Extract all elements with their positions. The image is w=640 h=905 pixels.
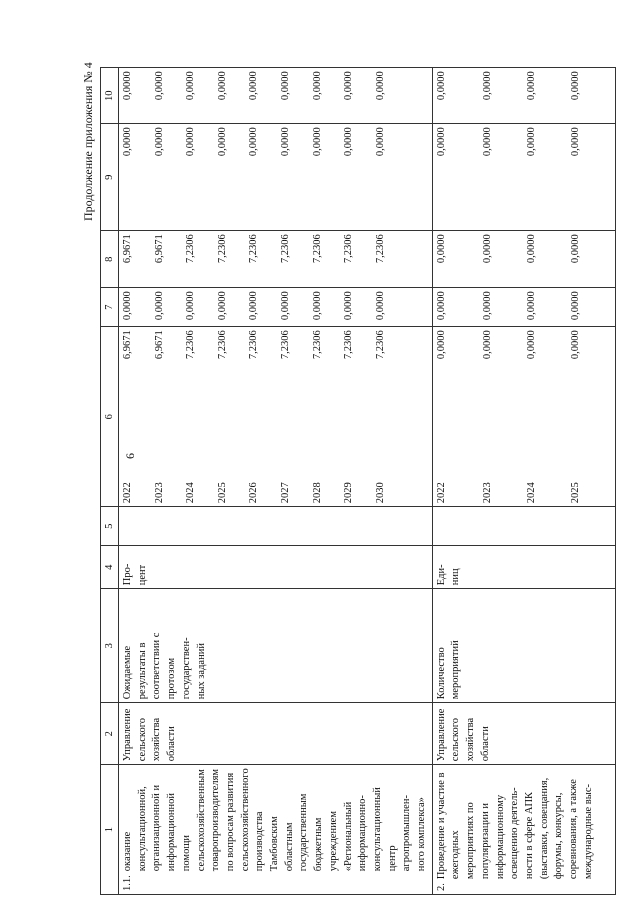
row-indicator: Количество мероприятий — [432, 589, 615, 703]
row-col-8-values — [432, 231, 615, 288]
value-col-7: 0,0000 — [435, 291, 447, 321]
year-value-line — [216, 330, 248, 503]
value-col-8: 0,0000 — [435, 234, 447, 264]
appendix-continuation-label: Продолжение приложения № 4 — [81, 62, 95, 221]
year-value-line — [153, 330, 185, 503]
row-empty-col-5 — [432, 507, 615, 546]
value-col-10: 0,0000 — [435, 71, 447, 101]
value-col-8: 7,2306 — [311, 234, 323, 264]
value-col-8: 6,9671 — [153, 234, 165, 264]
row-col-10-values — [432, 68, 615, 124]
col-header-2: 2 — [101, 703, 119, 765]
row-col-10-values — [119, 68, 433, 124]
value-col-6: 7,2306 — [185, 330, 197, 360]
row-year-values — [119, 327, 433, 507]
col-header-7: 7 — [101, 288, 119, 327]
value-col-10: 0,0000 — [374, 71, 386, 101]
year-label: 2027 — [279, 482, 291, 504]
value-col-8: 0,0000 — [525, 234, 537, 264]
col-header-6: 6 — [101, 327, 119, 507]
rotated-landscape-sheet — [80, 15, 640, 895]
value-col-7: 0,0000 — [153, 291, 165, 321]
value-col-10: 0,0000 — [569, 71, 581, 101]
value-col-8: 6,9671 — [122, 234, 133, 264]
col-header-10: 10 — [101, 68, 119, 124]
row-year-values — [432, 327, 615, 507]
year-value-line — [435, 330, 481, 503]
col-header-8: 8 — [101, 231, 119, 288]
value-col-6: 6,9671 — [153, 330, 165, 360]
col-header-1: 1 — [101, 765, 119, 895]
value-col-7: 0,0000 — [185, 291, 197, 321]
page-number: 6 — [123, 453, 137, 459]
value-col-9: 0,0000 — [525, 127, 537, 157]
year-label: 2025 — [216, 482, 228, 504]
year-label: 2029 — [343, 482, 355, 504]
value-col-9: 0,0000 — [311, 127, 323, 157]
value-col-6: 0,0000 — [435, 330, 447, 360]
year-label: 2024 — [185, 482, 197, 504]
value-col-9: 0,0000 — [279, 127, 291, 157]
year-label: 2028 — [311, 482, 323, 504]
row-executor: Управление сельского хозяйства области — [119, 703, 433, 765]
year-value-line — [481, 330, 525, 503]
value-col-7: 0,0000 — [279, 291, 291, 321]
value-col-10: 0,0000 — [248, 71, 260, 101]
value-col-6: 6,9671 — [122, 330, 133, 360]
value-col-9: 0,0000 — [481, 127, 493, 157]
col-header-3: 3 — [101, 589, 119, 703]
year-value-line — [184, 330, 216, 503]
value-col-7: 0,0000 — [216, 291, 228, 321]
col-header-4: 4 — [101, 546, 119, 589]
value-col-7: 0,0000 — [481, 291, 493, 321]
value-col-10: 0,0000 — [311, 71, 323, 101]
value-col-7: 0,0000 — [311, 291, 323, 321]
value-col-7: 0,0000 — [525, 291, 537, 321]
year-value-line — [279, 330, 311, 503]
col-header-9: 9 — [101, 124, 119, 231]
row-unit: Еди- ниц — [432, 546, 615, 589]
year-label: 2024 — [525, 482, 537, 504]
value-col-10: 0,0000 — [216, 71, 228, 101]
value-col-9: 0,0000 — [248, 127, 260, 157]
value-col-8: 7,2306 — [279, 234, 291, 264]
row-col-7-values — [119, 288, 433, 327]
row-indicator: Ожидаемые результаты в соответствии с протозом государствен- ных заданий — [119, 589, 433, 703]
year-label: 2030 — [374, 482, 386, 504]
table-row — [119, 68, 433, 895]
value-col-8: 7,2306 — [216, 234, 228, 264]
row-col-8-values — [119, 231, 433, 288]
year-label: 2026 — [248, 482, 260, 504]
value-col-9: 0,0000 — [122, 127, 133, 157]
row-number: 2. — [435, 883, 447, 891]
year-label: 2022 — [435, 482, 447, 504]
row-empty-col-5 — [119, 507, 433, 546]
year-value-line — [311, 330, 343, 503]
value-col-6: 7,2306 — [343, 330, 355, 360]
row-col-7-values — [432, 288, 615, 327]
value-col-7: 0,0000 — [122, 291, 133, 321]
value-col-6: 7,2306 — [216, 330, 228, 360]
value-col-10: 0,0000 — [279, 71, 291, 101]
value-col-7: 0,0000 — [374, 291, 386, 321]
col-header-5: 5 — [101, 507, 119, 546]
row-description: Проведение и участие в ежегодных мероприятиях по популяризации и информационному освещению деятель- ности в сфере АПК (выставки, совещания, форумы, конкурсы, соревнования, а также международные выс- — [435, 772, 594, 880]
value-col-6: 0,0000 — [525, 330, 537, 360]
year-value-line — [342, 330, 374, 503]
value-col-10: 0,0000 — [343, 71, 355, 101]
year-value-line — [374, 330, 406, 503]
value-col-7: 0,0000 — [248, 291, 260, 321]
value-col-9: 0,0000 — [374, 127, 386, 157]
row-executor: Управление сельского хозяйства области — [432, 703, 615, 765]
value-col-10: 0,0000 — [481, 71, 493, 101]
row-col-9-values — [119, 124, 433, 231]
value-col-7: 0,0000 — [569, 291, 581, 321]
value-col-8: 7,2306 — [248, 234, 260, 264]
value-col-6: 7,2306 — [374, 330, 386, 360]
year-value-line — [247, 330, 279, 503]
value-col-10: 0,0000 — [525, 71, 537, 101]
row-number-and-description-2 — [432, 765, 615, 895]
value-col-10: 0,0000 — [185, 71, 197, 101]
table-header-row — [101, 68, 119, 895]
value-col-8: 7,2306 — [374, 234, 386, 264]
value-col-8: 0,0000 — [569, 234, 581, 264]
value-col-7: 0,0000 — [343, 291, 355, 321]
value-col-6: 7,2306 — [311, 330, 323, 360]
value-col-6: 0,0000 — [569, 330, 581, 360]
year-label: 2022 — [122, 482, 133, 504]
year-label: 2023 — [481, 482, 493, 504]
value-col-6: 7,2306 — [248, 330, 260, 360]
value-col-10: 0,0000 — [122, 71, 133, 101]
year-value-line — [525, 330, 569, 503]
row-number-and-description-1-1 — [119, 765, 433, 895]
value-col-8: 7,2306 — [185, 234, 197, 264]
value-col-8: 7,2306 — [343, 234, 355, 264]
year-value-line — [569, 330, 613, 503]
year-value-line — [121, 330, 153, 503]
row-col-9-values — [432, 124, 615, 231]
row-description: оказание консультационной, организационной и информационной помощи сельскохозяйственным товаропроизводителям по вопросам развития сельскохозяйственного производства Тамбовским областным государственным бюджетным учреждением «Региональный информационно- консультационный центр агропромышлен- ного комплекса» — [122, 768, 428, 872]
value-col-9: 0,0000 — [569, 127, 581, 157]
value-col-9: 0,0000 — [216, 127, 228, 157]
value-col-9: 0,0000 — [153, 127, 165, 157]
program-table — [100, 67, 616, 895]
row-unit: Про- цент — [119, 546, 433, 589]
table-row — [432, 68, 615, 895]
value-col-6: 7,2306 — [279, 330, 291, 360]
value-col-9: 0,0000 — [343, 127, 355, 157]
row-number: 1.1. — [122, 875, 133, 891]
value-col-9: 0,0000 — [185, 127, 197, 157]
year-label: 2023 — [153, 482, 165, 504]
year-label: 2025 — [569, 482, 581, 504]
value-col-8: 0,0000 — [481, 234, 493, 264]
value-col-9: 0,0000 — [435, 127, 447, 157]
value-col-10: 0,0000 — [153, 71, 165, 101]
value-col-6: 0,0000 — [481, 330, 493, 360]
